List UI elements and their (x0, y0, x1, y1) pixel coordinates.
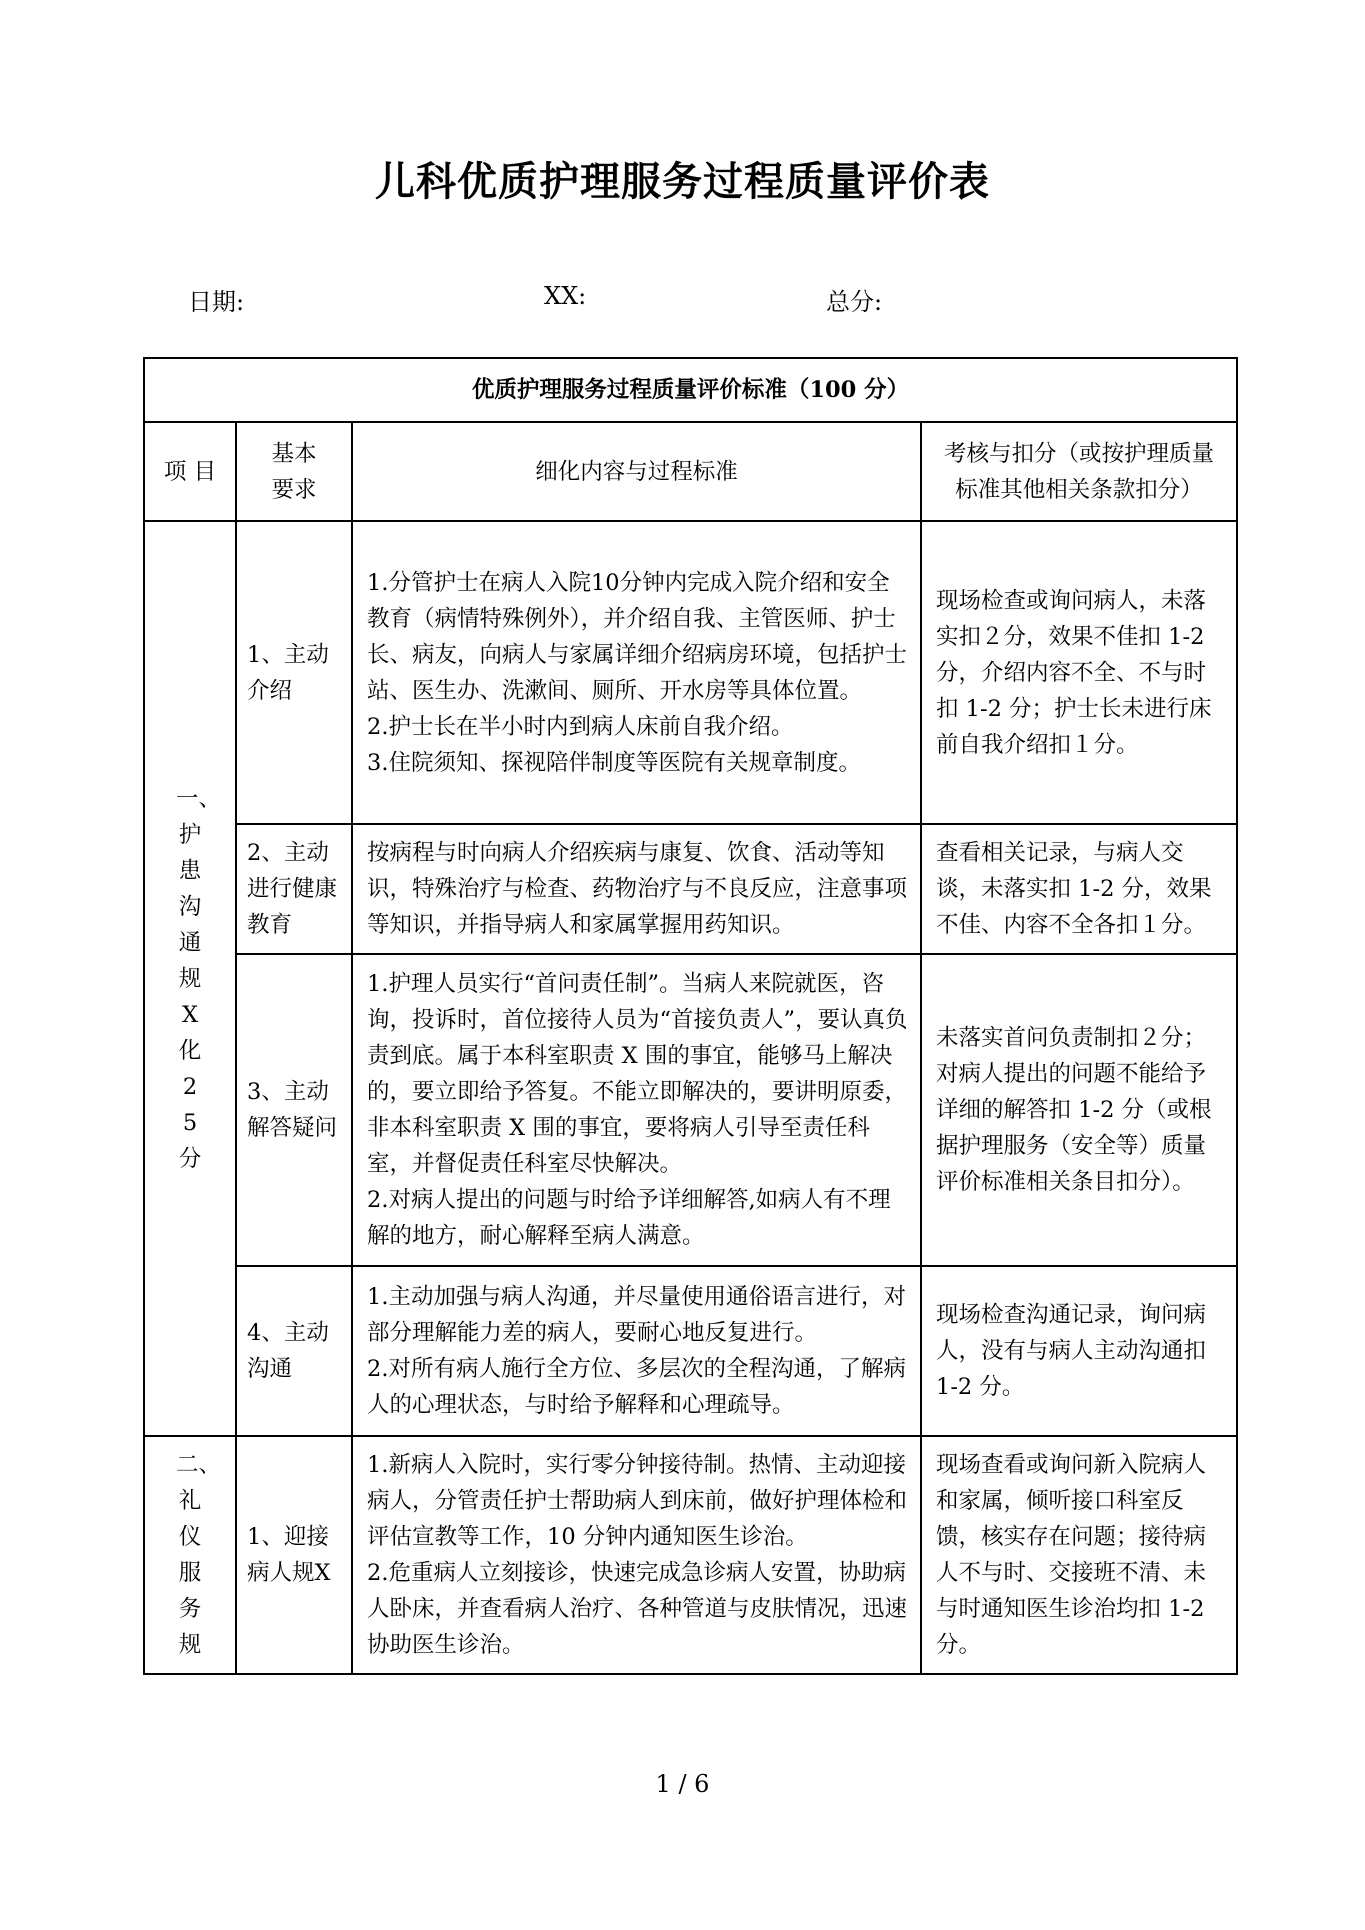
item-deduction: 未落实首问负责制扣２分；对病人提出的问题不能给予详细的解答扣 1-2 分（或根据护理服务（安全等）质量评价标准相关条目扣分）。 (921, 954, 1237, 1266)
document-title: 儿科优质护理服务过程质量评价表 (375, 158, 990, 205)
date-label: 日期: (188, 288, 245, 316)
item-deduction: 现场查看或询问新入院病人和家属，倾听接口科室反馈，核实存在问题；接待病人不与时、交接班不清、未与时通知医生诊治均扣 1-2 分。 (921, 1436, 1237, 1674)
item-deduction: 现场检查或询问病人，未落实扣２分，效果不佳扣 1-2 分，介绍内容不全、不与时扣 1-2 分；护士长未进行床前自我介绍扣１分。 (921, 521, 1237, 824)
table-row (144, 521, 1237, 824)
xx-label: XX: (544, 282, 587, 310)
table-row (144, 1266, 1237, 1436)
table-caption: 优质护理服务过程质量评价标准（100 分） (144, 358, 1237, 422)
page-number: 1 / 6 (655, 1770, 710, 1798)
section-1-name: 一、护患沟通规X化25分 (144, 521, 236, 1436)
total-score-label: 总分: (826, 288, 883, 316)
item-deduction: 现场检查沟通记录，询问病人，没有与病人主动沟通扣 1-2 分。 (921, 1266, 1237, 1436)
item-content: 1.护理人员实行“首问责任制”。当病人来院就医，咨询，投诉时，首位接待人员为“首接负责人”，要认真负责到底。属于本科室职责 X 围的事宜，能够马上解决的，要立即给予答复。不能立即解决的，要讲明原委，非本科室职责 X 围的事宜，要将病人引导至责任科室，并督促责任科室尽快解决。 2.对病人提出的问题与时给予详细解答,如病人有不理解的地方，耐心解释至病人满意。 (352, 954, 921, 1266)
header-deduction: 考核与扣分（或按护理质量标准其他相关条款扣分） (921, 422, 1237, 521)
item-content: 1.分管护士在病人入院10分钟内完成入院介绍和安全教育（病情特殊例外），并介绍自我、主管医师、护士长、病友，向病人与家属详细介绍病房环境，包括护士站、医生办、洗漱间、厕所、开水房等具体位置。 2.护士长在半小时内到病人床前自我介绍。 3.住院须知、探视陪伴制度等医院有关规章制度。 (352, 521, 921, 824)
evaluation-table (143, 357, 1238, 1675)
table-row (144, 1436, 1237, 1674)
table-header-row (144, 422, 1237, 521)
header-content-standard: 细化内容与过程标准 (352, 422, 921, 521)
item-requirement: 1、迎接病人规X (236, 1436, 352, 1674)
header-project: 项 目 (144, 422, 236, 521)
table-row (144, 954, 1237, 1266)
item-requirement: 1、主动介绍 (236, 521, 352, 824)
item-requirement: 3、主动解答疑问 (236, 954, 352, 1266)
table-row (144, 824, 1237, 954)
item-requirement: 4、主动沟通 (236, 1266, 352, 1436)
item-content: 按病程与时向病人介绍疾病与康复、饮食、活动等知识，特殊治疗与检查、药物治疗与不良反应，注意事项等知识，并指导病人和家属掌握用药知识。 (352, 824, 921, 954)
item-content: 1.新病人入院时，实行零分钟接待制。热情、主动迎接病人，分管责任护士帮助病人到床前，做好护理体检和评估宣教等工作，10 分钟内通知医生诊治。 2.危重病人立刻接诊，快速完成急诊病人安置，协助病人卧床，并查看病人治疗、各种管道与皮肤情况，迅速协助医生诊治。 (352, 1436, 921, 1674)
item-requirement: 2、主动进行健康教育 (236, 824, 352, 954)
section-2-name: 二、礼仪服务规 (144, 1436, 236, 1674)
item-deduction: 查看相关记录，与病人交谈，未落实扣 1-2 分，效果不佳、内容不全各扣１分。 (921, 824, 1237, 954)
header-basic-requirement: 基本要求 (236, 422, 352, 521)
item-content: 1.主动加强与病人沟通，并尽量使用通俗语言进行，对部分理解能力差的病人，要耐心地反复进行。 2.对所有病人施行全方位、多层次的全程沟通，了解病人的心理状态，与时给予解释和心理疏导。 (352, 1266, 921, 1436)
